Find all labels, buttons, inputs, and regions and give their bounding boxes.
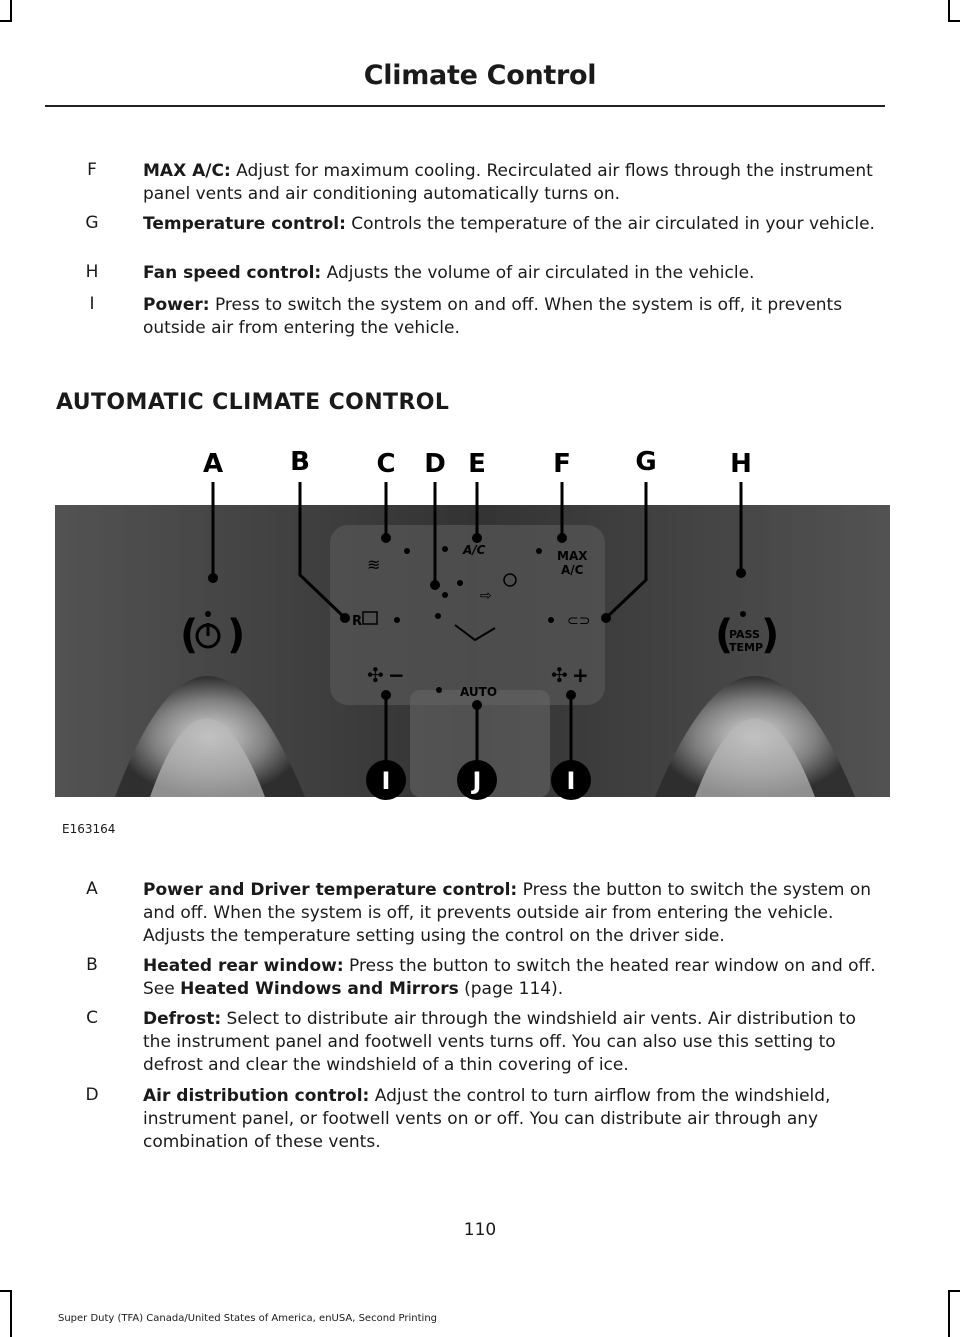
defrost-icon: ≋ xyxy=(367,555,381,574)
fan-minus-label: − xyxy=(388,663,405,687)
item-text xyxy=(143,1085,878,1154)
item-letter: G xyxy=(85,213,99,233)
item-desc: Press the button to switch the heated rear window on and off. See xyxy=(143,956,876,999)
item-term: Heated rear window: xyxy=(143,956,344,976)
item-letter: A xyxy=(86,879,98,899)
fan-icon: ✣ xyxy=(367,663,384,687)
callout-i-left: I xyxy=(381,767,391,795)
item-term: Air distribution control: xyxy=(143,1086,370,1106)
item-term: MAX A/C: xyxy=(143,161,231,181)
crop-mark xyxy=(948,0,950,22)
crop-mark xyxy=(948,1290,960,1292)
auto-label: AUTO xyxy=(460,685,498,699)
item-letter: F xyxy=(87,160,97,180)
temp-label: TEMP xyxy=(729,641,764,654)
vent-distribution-icon: ⇨ xyxy=(480,588,492,604)
rear-defrost-label: R xyxy=(352,614,363,629)
figure-id: E163164 xyxy=(62,822,116,836)
item-text xyxy=(143,160,878,206)
climate-panel-illustration xyxy=(55,440,890,800)
footer-text: Super Duty (TFA) Canada/United States of America, enUSA, Second Printing xyxy=(58,1313,438,1324)
page-number: 110 xyxy=(463,1220,497,1240)
page-title: Climate Control xyxy=(363,60,597,91)
crop-mark xyxy=(0,1290,12,1292)
item-term: Power and Driver temperature control: xyxy=(143,880,518,900)
fan-plus-label: + xyxy=(572,663,589,687)
callout-j: J xyxy=(472,767,482,795)
item-desc: Press the button to switch the system on and off. When the system is off, it prevents outside air from entering the vehicle. Adjusts the temperature setting using the control on the driver side. xyxy=(143,880,872,946)
max-ac-label: A/C xyxy=(561,563,584,577)
callout-g: G xyxy=(635,447,657,477)
power-bracket-left: ( xyxy=(180,612,199,658)
item-term: Temperature control: xyxy=(143,214,346,234)
item-desc: Select to distribute air through the windshield air vents. Air distribution to the instrument panel and footwell vents turns off. You can also use this setting to defrost and clear the windshield of a thin covering of ice. xyxy=(143,1009,856,1075)
item-desc: Controls the temperature of the air circulated in your vehicle. xyxy=(345,214,875,234)
callout-f: F xyxy=(553,449,571,479)
item-letter: B xyxy=(86,955,98,975)
crop-mark xyxy=(10,0,12,22)
callout-i-right: I xyxy=(566,767,576,795)
max-label: MAX xyxy=(557,549,588,563)
page-ref: (page 114). xyxy=(458,979,564,999)
callout-b: B xyxy=(290,447,310,477)
item-text xyxy=(143,213,878,236)
item-letter: I xyxy=(89,294,95,314)
item-text xyxy=(143,955,878,1001)
ac-label: A/C xyxy=(463,543,486,557)
item-text xyxy=(143,294,878,340)
crop-mark xyxy=(0,20,12,22)
item-text xyxy=(143,262,878,285)
item-term: Defrost: xyxy=(143,1009,222,1029)
callout-h: H xyxy=(730,449,752,479)
crop-mark xyxy=(10,1290,12,1337)
callout-a: A xyxy=(202,449,224,479)
item-term: Power: xyxy=(143,295,210,315)
climate-control-figure xyxy=(55,440,890,800)
callout-e: E xyxy=(468,449,486,479)
header-divider xyxy=(45,105,885,107)
item-desc: Press to switch the system on and off. When the system is off, it prevents outside air from entering the vehicle. xyxy=(143,295,843,338)
callout-c: C xyxy=(376,449,396,479)
item-letter: D xyxy=(85,1085,99,1105)
svg-text:): ) xyxy=(761,612,780,658)
item-desc: Adjusts the volume of air circulated in the vehicle. xyxy=(321,263,755,283)
crop-mark xyxy=(948,1290,950,1337)
recirculation-icon: ⊂⊃ xyxy=(567,613,591,629)
pass-label: PASS xyxy=(729,628,760,641)
power-bracket-right: ) xyxy=(227,612,246,658)
section-heading: AUTOMATIC CLIMATE CONTROL xyxy=(56,390,450,415)
cross-reference-link[interactable]: Heated Windows and Mirrors xyxy=(180,979,459,999)
item-term: Fan speed control: xyxy=(143,263,322,283)
crop-mark xyxy=(948,20,960,22)
item-text xyxy=(143,879,878,948)
svg-text:(: ( xyxy=(715,612,734,658)
item-text xyxy=(143,1008,878,1077)
callout-d: D xyxy=(424,449,446,479)
item-desc: Adjust the control to turn airflow from the windshield, instrument panel, or footwell vents on or off. You can distribute air through any combination of these vents. xyxy=(143,1086,831,1152)
fan-icon: ✣ xyxy=(551,663,568,687)
item-desc: Adjust for maximum cooling. Recirculated air flows through the instrument panel vents and air conditioning automatically turns on. xyxy=(143,161,873,204)
item-letter: C xyxy=(86,1008,98,1028)
item-letter: H xyxy=(85,262,99,282)
